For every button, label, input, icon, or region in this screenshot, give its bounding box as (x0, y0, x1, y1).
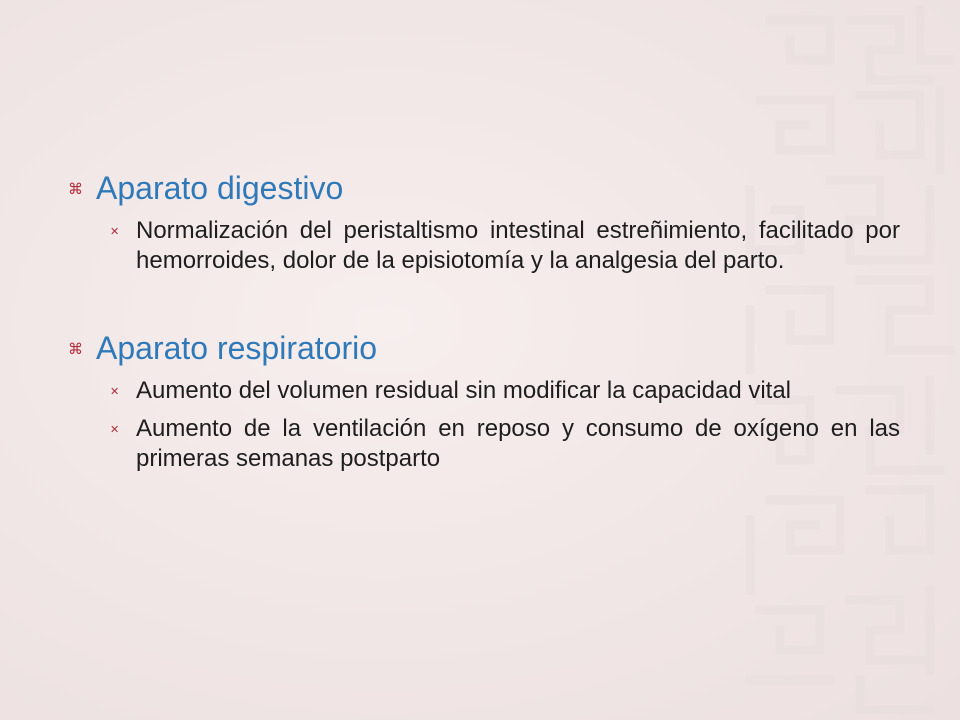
bullet-list (60, 376, 900, 474)
section-heading-row (60, 168, 900, 210)
command-bullet-icon: ⌘ (68, 340, 83, 358)
list-item (60, 376, 900, 406)
slide-content (60, 168, 900, 482)
bullet-list (60, 216, 900, 276)
list-item-text: Aumento de la ventilación en reposo y consumo de oxígeno en las primeras semanas postparto (136, 415, 900, 472)
x-bullet-icon: ✕ (110, 385, 120, 398)
list-item (60, 414, 900, 474)
list-item-text: Normalización del peristaltismo intestinal estreñimiento, facilitado por hemorroides, dolor de la episiotomía y la analgesia del parto. (136, 217, 900, 274)
x-bullet-icon: ✕ (110, 225, 120, 238)
section-aparato-digestivo (60, 168, 900, 276)
section-heading-row (60, 328, 900, 370)
section-heading: Aparato respiratorio (96, 330, 378, 366)
list-item (60, 216, 900, 276)
section-heading: Aparato digestivo (96, 170, 344, 206)
command-bullet-icon: ⌘ (68, 180, 83, 198)
x-bullet-icon: ✕ (110, 423, 120, 436)
section-aparato-respiratorio (60, 328, 900, 474)
list-item-text: Aumento del volumen residual sin modificar la capacidad vital (136, 377, 792, 404)
